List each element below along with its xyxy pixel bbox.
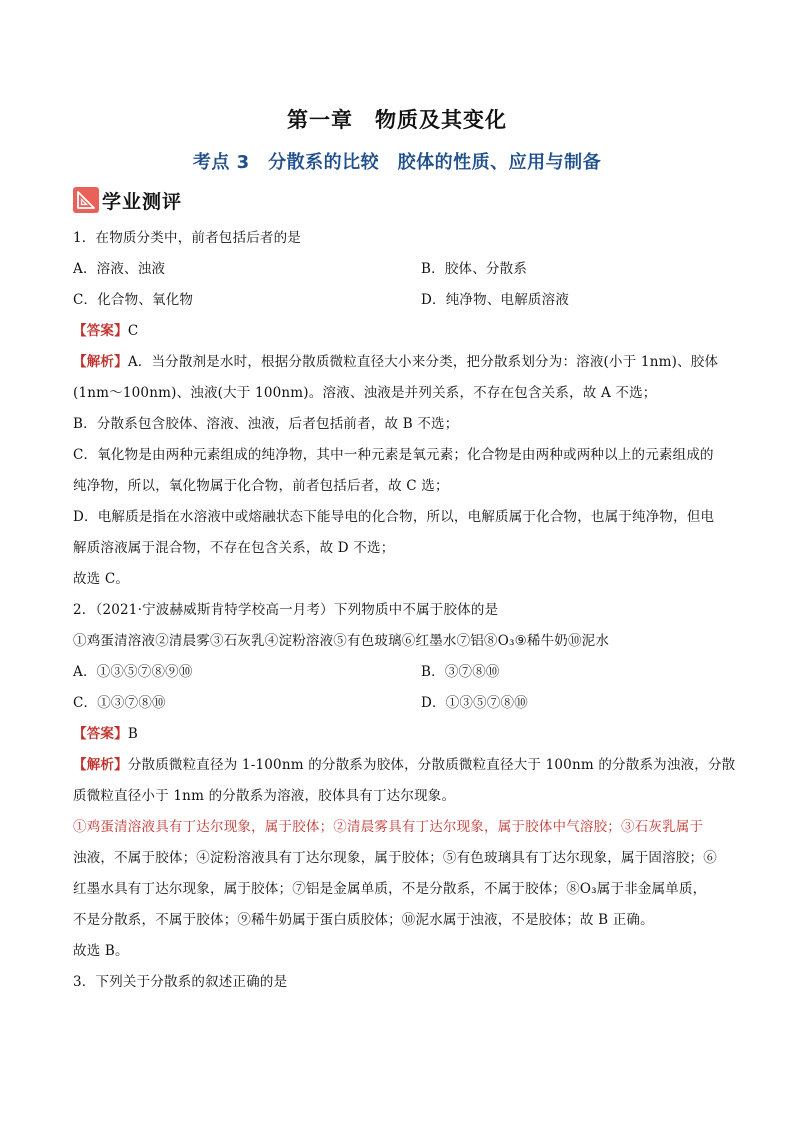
q1-analysis-line: 解质溶液属于混合物，不存在包含关系，故 D 不选；: [73, 540, 395, 556]
q2-option-c: C．①③⑦⑧⑩: [73, 695, 166, 711]
q2-analysis-tag: 【解析】: [73, 757, 128, 773]
q2-options-row-1: [73, 663, 500, 681]
q1-option-a: A．溶液、浊液: [73, 261, 166, 277]
section-header: [73, 185, 182, 215]
q1-conclusion: 故选 C。: [73, 571, 130, 587]
chapter-title: 第一章 物质及其变化: [287, 108, 507, 132]
section-label: 学业测评: [102, 190, 183, 213]
q1-analysis-line: [73, 353, 718, 371]
q1-option-d: D．纯净物、电解质溶液: [421, 292, 570, 308]
q3-stem: 3．下列关于分散系的叙述正确的是: [73, 974, 288, 990]
topic-title: 考点 3 分散系的比较 胶体的性质、应用与制备: [192, 152, 602, 173]
q2-conclusion: 故选 B。: [73, 943, 129, 959]
q1-analysis-line: D．电解质是指在水溶液中或熔融状态下能导电的化合物，所以，电解质属于化合物，也属于纯净物，但电: [73, 509, 715, 525]
q1-option-c: C．化合物、氧化物: [73, 292, 194, 308]
q2-option-b: B．③⑦⑧⑩: [421, 664, 500, 680]
q2-analysis-line: [73, 756, 735, 774]
q2-detail-line: 不是分散系，不属于胶体；⑨稀牛奶属于蛋白质胶体；⑩泥水属于浊液，不是胶体；故 B 正确。: [73, 912, 654, 928]
q2-answer-value: B: [127, 726, 138, 742]
q2-analysis-line: 质微粒直径小于 1nm 的分散系为溶液，胶体具有丁达尔现象。: [73, 788, 456, 804]
q1-analysis-line: B．分散系包含胶体、溶液、浊液，后者包括前者，故 B 不选；: [73, 416, 459, 432]
q1-analysis-line: 纯净物，所以，氧化物属于化合物，前者包括后者，故 C 选；: [73, 478, 449, 494]
q2-detail-line: 浊液，不属于胶体；④淀粉溶液具有丁达尔现象，属于胶体；⑤有色玻璃具有丁达尔现象，属于固溶胶；⑥: [73, 850, 717, 866]
q1-answer-tag: 【答案】: [73, 323, 128, 339]
q2-detail-line: 红墨水具有丁达尔现象，属于胶体；⑦铝是金属单质，不是分散系，不属于胶体；⑧O₃属于非金属单质，: [73, 881, 707, 897]
q2-answer: [73, 725, 138, 743]
q1-stem: 1．在物质分类中，前者包括后者的是: [73, 230, 301, 246]
q1-option-b: B．胶体、分散系: [421, 261, 528, 277]
triangle-ruler-icon: [73, 187, 99, 213]
q2-stem: 2．（2021·宁波赫威斯肯特学校高一月考）下列物质中不属于胶体的是: [73, 602, 499, 618]
q2-analysis-text: 分散质微粒直径为 1-100nm 的分散系为胶体，分散质微粒直径大于 100nm 的分散系为浊液，分散: [127, 757, 736, 773]
q2-detail-line: ①鸡蛋清溶液具有丁达尔现象，属于胶体；②清晨雾具有丁达尔现象，属于胶体中气溶胶；③石灰乳属于: [73, 819, 704, 835]
q1-answer: [73, 322, 138, 340]
q1-analysis-tag: 【解析】: [73, 354, 128, 370]
q1-analysis-line: (1nm～100nm)、浊液(大于 100nm)。溶液、浊液是并列关系，不存在包含关系，故 A 不选；: [73, 385, 657, 401]
q1-analysis-text: A．当分散剂是水时，根据分散质微粒直径大小来分类，把分散系划分为：溶液(小于 1nm)、胶体: [127, 354, 719, 370]
q1-options-row-2: [73, 291, 570, 309]
q1-answer-value: C: [127, 323, 139, 339]
q2-answer-tag: 【答案】: [73, 726, 128, 742]
q2-option-d: D．①③⑤⑦⑧⑩: [421, 695, 528, 711]
q1-options-row-1: [73, 260, 528, 278]
q2-items: ①鸡蛋清溶液②清晨雾③石灰乳④淀粉溶液⑤有色玻璃⑥红墨水⑦铝⑧O₃⑨稀牛奶⑩泥水: [73, 633, 610, 649]
q2-options-row-2: [73, 694, 528, 712]
q1-analysis-line: C．氧化物是由两种元素组成的纯净物，其中一种元素是氧元素；化合物是由两种或两种以上的元素组成的: [73, 447, 714, 463]
q2-option-a: A．①③⑤⑦⑧⑨⑩: [73, 664, 193, 680]
